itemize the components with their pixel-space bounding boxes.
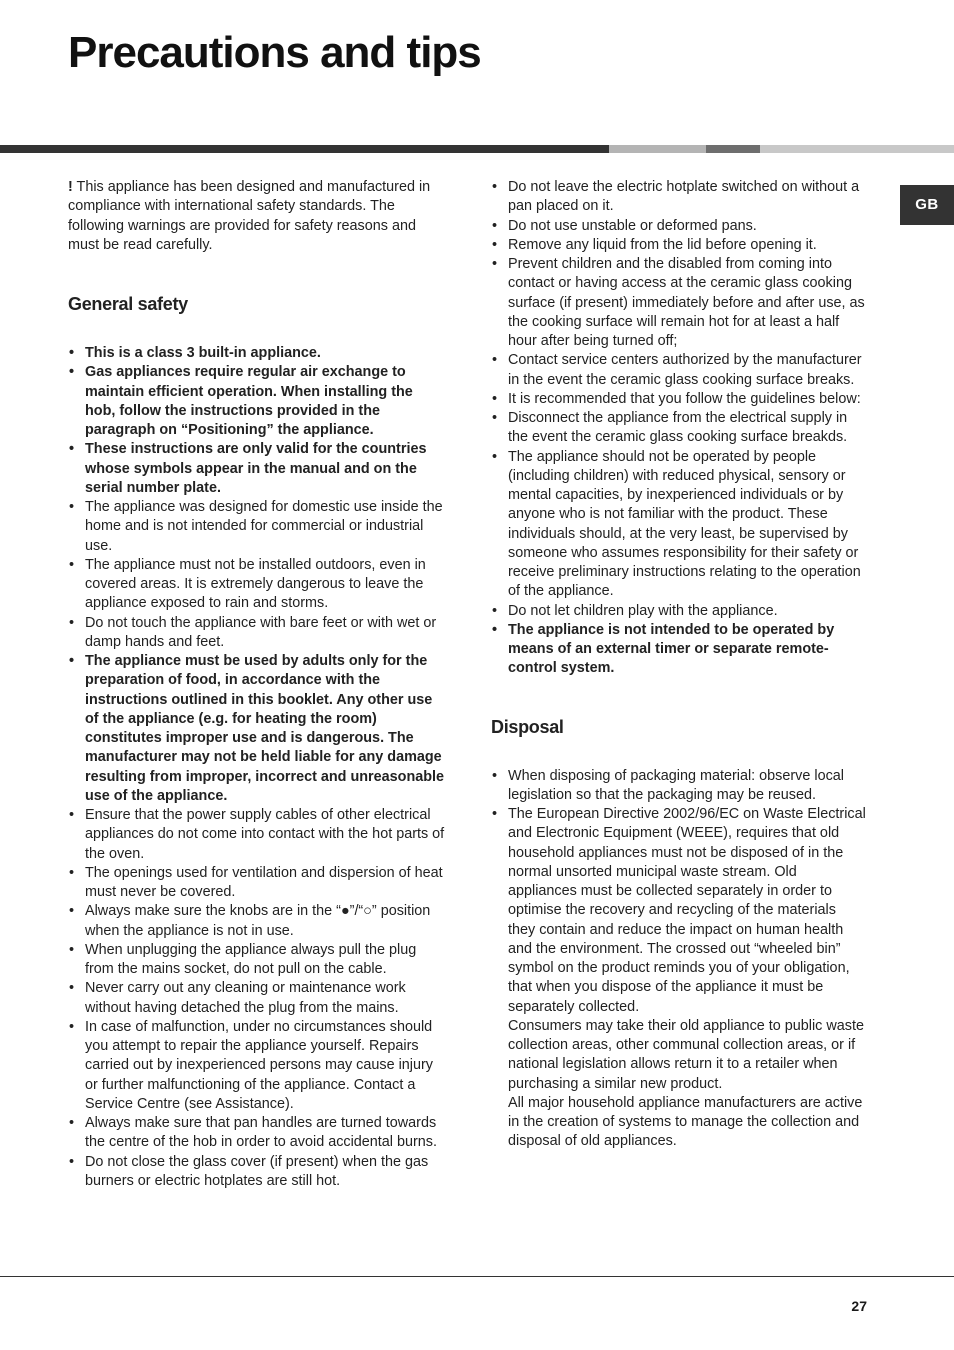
page-title: Precautions and tips xyxy=(68,28,481,77)
collection-text: Consumers may take their old appliance to public waste collection areas, other communal collection areas, or if national legislation allows return it to a retailer when purchasing a similar new product. xyxy=(508,1017,864,1092)
header-rule-dark xyxy=(0,145,609,153)
list-item: • The appliance was designed for domestic use inside the home and is not intended for commercial or industrial use. xyxy=(68,498,446,556)
list-item: • The openings used for ventilation and dispersion of heat must never be covered. xyxy=(68,864,446,903)
list-item: • These instructions are only valid for the countries whose symbols appear in the manual and on the serial number plate. xyxy=(68,440,446,498)
intro-text: This appliance has been designed and manufactured in compliance with international safety standards. The following warnings are provided for safety reasons and must be read carefully. xyxy=(68,179,431,253)
disposal-list xyxy=(491,767,867,1152)
list-item: • Always make sure the knobs are in the “●”/“○” position when the appliance is not in use. xyxy=(68,902,446,941)
list-item: • Do not leave the electric hotplate switched on without a pan placed on it. xyxy=(491,178,867,217)
general-safety-list xyxy=(68,344,446,1191)
list-item: • Do not close the glass cover (if present) when the gas burners or electric hotplates are still hot. xyxy=(68,1153,446,1192)
list-item: • Always make sure that pan handles are turned towards the centre of the hob in order to avoid accidental burns. xyxy=(68,1114,446,1153)
warning-mark: ! xyxy=(68,179,73,195)
list-item: • Gas appliances require regular air exchange to maintain efficient operation. When installing the hob, follow the instructions provided in the paragraph on “Positioning” the appliance. xyxy=(68,363,446,440)
intro-paragraph xyxy=(68,178,446,255)
list-item: • In case of malfunction, under no circumstances should you attempt to repair the appliance yourself. Repairs carried out by inexperienced persons may cause injury or further malfunctioning of the appliance. Contact a Service Centre (see Assistance). xyxy=(68,1018,446,1114)
list-item: • It is recommended that you follow the guidelines below: xyxy=(491,390,867,409)
page-number: 27 xyxy=(851,1298,867,1314)
list-item: • Do not use unstable or deformed pans. xyxy=(491,217,867,236)
left-column xyxy=(68,178,446,1191)
general-safety-heading: General safety xyxy=(68,294,188,314)
weee-text: The European Directive 2002/96/EC on Waste Electrical and Electronic Equipment (WEEE), requires that old household appliances must not be disposed of in the normal unsorted municipal waste stream. Old appliances must be collected separately in order to optimise the recovery and recycling of the materials they contain and reduce the impact on human health and the environment. The crossed out “wheeled bin” symbol on the product reminds you of your obligation, that when you dispose of the appliance it must be separately collected. xyxy=(508,806,866,1015)
header-rule-light xyxy=(609,145,706,153)
footer-rule xyxy=(0,1276,954,1277)
list-item xyxy=(491,805,867,1152)
section-spacer xyxy=(491,679,867,716)
list-item: • Disconnect the appliance from the electrical supply in the event the ceramic glass cooking surface breakds. xyxy=(491,409,867,448)
list-item: • The appliance must not be installed outdoors, even in covered areas. It is extremely dangerous to leave the appliance exposed to rain and storms. xyxy=(68,556,446,614)
language-tab: GB xyxy=(900,185,954,225)
list-item: • This is a class 3 built-in appliance. xyxy=(68,344,446,363)
list-item: • The appliance is not intended to be operated by means of an external timer or separate remote-control system. xyxy=(491,621,867,679)
list-item: • Never carry out any cleaning or maintenance work without having detached the plug from the mains. xyxy=(68,979,446,1018)
precautions-list xyxy=(491,178,867,679)
list-item: • Do not touch the appliance with bare feet or with wet or damp hands and feet. xyxy=(68,614,446,653)
list-item: • Do not let children play with the appliance. xyxy=(491,602,867,621)
header-rule-light-end xyxy=(760,145,954,153)
list-item: • Prevent children and the disabled from coming into contact or having access at the ceramic glass cooking surface (if present) immediately before and after use, as the cooking surface will remain hot for at least a half hour after being turned off; xyxy=(491,255,867,351)
list-item: • Ensure that the power supply cables of other electrical appliances do not come into contact with the hot parts of the oven. xyxy=(68,806,446,864)
list-item: • Contact service centers authorized by the manufacturer in the event the ceramic glass cooking surface breaks. xyxy=(491,351,867,390)
disposal-heading: Disposal xyxy=(491,716,564,737)
list-item: • Remove any liquid from the lid before opening it. xyxy=(491,236,867,255)
list-item: • The appliance must be used by adults only for the preparation of food, in accordance with the instructions outlined in this booklet. Any other use of the appliance (e.g. for heating the room) constitutes improper use and is dangerous. The manufacturer may not be held liable for any damage resulting from improper, incorrect and unreasonable use of the appliance. xyxy=(68,652,446,806)
header-rule-mid xyxy=(706,145,760,153)
right-column xyxy=(491,178,867,1152)
manufacturers-text: All major household appliance manufacturers are active in the creation of systems to manage the collection and disposal of old appliances. xyxy=(508,1094,863,1150)
list-item: • When disposing of packaging material: observe local legislation so that the packaging may be reused. xyxy=(491,767,867,806)
list-item: • When unplugging the appliance always pull the plug from the mains socket, do not pull on the cable. xyxy=(68,941,446,980)
list-item: • The appliance should not be operated by people (including children) with reduced physical, sensory or mental capacities, by inexperienced individuals or by anyone who is not familiar with the product. These individuals should, at the very least, be supervised by someone who assumes responsibility for their safety or receive preliminary instructions relating to the operation of the appliance. xyxy=(491,448,867,602)
